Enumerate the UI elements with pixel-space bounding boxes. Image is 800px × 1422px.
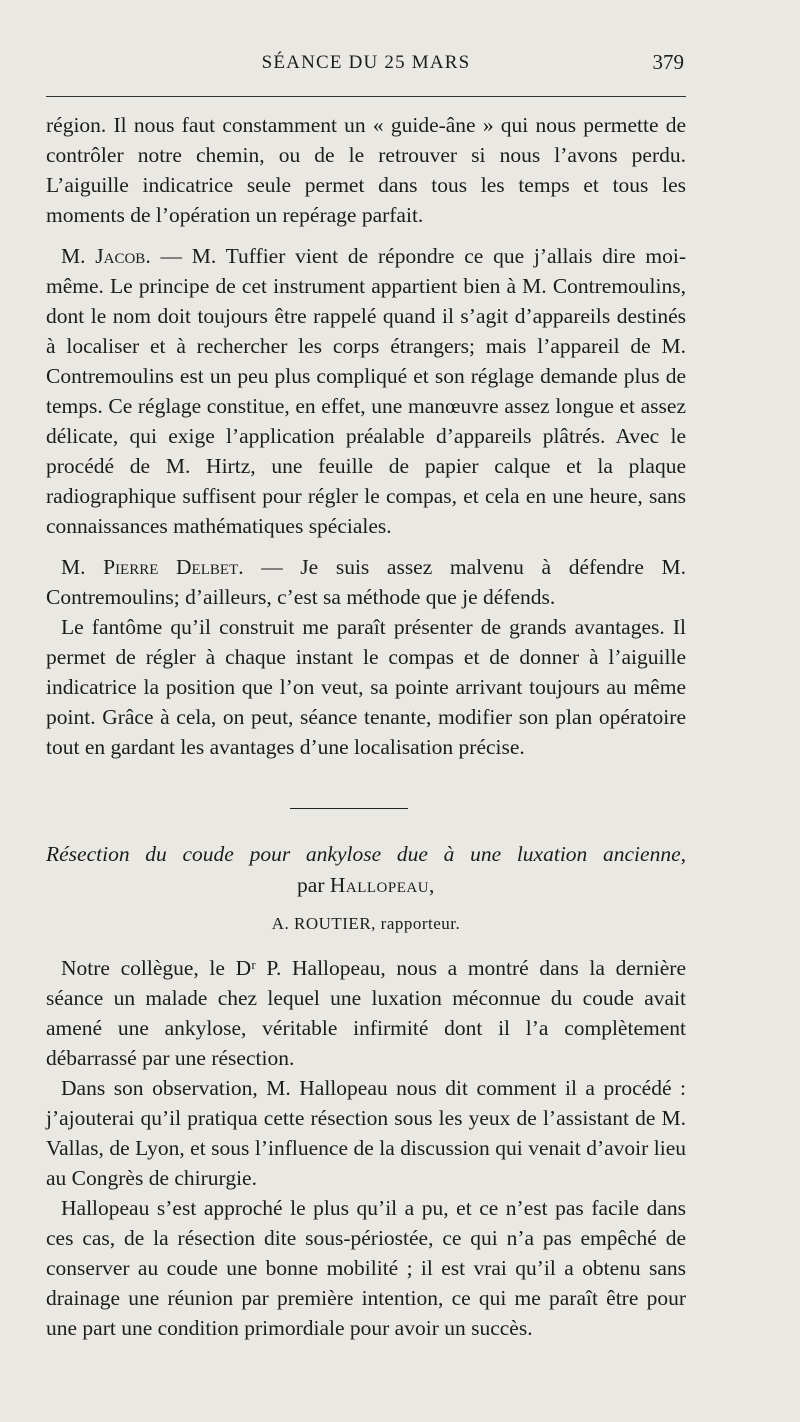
page-number: 379 — [652, 50, 684, 74]
byline-prefix: par — [297, 873, 330, 897]
page-header — [46, 50, 686, 82]
paragraph-delbet-continued: Le fantôme qu’il construit me paraît présenter de grands avantages. Il permet de régler à chaque instant le compas et de donner à l’aiguille indicatrice la position que l’on veut, sa pointe arrivant toujours au même point. Grâce à cela, on peut, séance tenante, modifier son plan opératoire tout en gardant les avantages d’une localisation précise. — [46, 615, 686, 759]
rapporteur-line: A. ROUTIER, rapporteur. — [271, 914, 461, 933]
paragraph-continued: région. Il nous faut constamment un « guide-âne » qui nous permette de contrôler notre chemin, ou de le retrouver si nous l’avons perdu. L’aiguille indicatrice seule permet dans tous les temps et tous les moments de l’opération un repérage parfait. — [46, 113, 686, 227]
running-title: SÉANCE DU 25 MARS — [261, 52, 471, 73]
body-text-top — [46, 110, 686, 762]
section-separator — [290, 808, 408, 809]
body-text-bottom — [46, 953, 686, 1343]
speaker-name: M. Jacob. — [61, 244, 151, 268]
paragraph-delbet — [46, 552, 686, 612]
header-rule — [46, 96, 686, 97]
speech-text: — M. Tuffier vient de répondre ce que j’allais dire moi-même. Le principe de cet instrument appartient bien à M. Contremoulins, dont le nom doit toujours être rappelé quand il s’agit d’appareils destinés à localiser et à rechercher les corps étrangers; mais l’appareil de M. Contremoulins est un peu plus compliqué et son réglage demande plus de temps. Ce réglage constitue, en effet, une manœuvre assez longue et assez délicate, qui exige l’application préalable d’appareils plâtrés. Avec le procédé de M. Hirtz, une feuille de papier calque et la plaque radiographique suffisent pour régler le compas, et cela en une heure, sans connaissances mathématiques spéciales. — [46, 244, 686, 538]
speech-text: — Je suis assez malvenu à défendre M. Contremoulins; d’ailleurs, c’est sa méthode que je défends. — [46, 555, 686, 609]
paragraph-jacob — [46, 241, 686, 541]
paragraph: Hallopeau s’est approché le plus qu’il a pu, et ce n’est pas facile dans ces cas, de la résection dite sous-périostée, ce qui n’a pas empêché de conserver au coude une bonne mobilité ; il est vrai qu’il a obtenu sans drainage une réunion par première intention, ce qui me paraît être pour une part une condition primordiale pour avoir un succès. — [46, 1196, 686, 1340]
paragraph: Notre collègue, le Dʳ P. Hallopeau, nous a montré dans la dernière séance un malade chez lequel une luxation méconnue du coude avait amené une ankylose, véritable infirmité dont il l’a complètement débarrassé par une résection. — [46, 956, 686, 1070]
speaker-name: M. Pierre Delbet. — [61, 555, 244, 579]
section-title: Résection du coude pour ankylose due à une luxation ancienne, — [46, 842, 686, 866]
author-byline — [46, 873, 686, 898]
paragraph: Dans son observation, M. Hallopeau nous dit comment il a procédé : j’ajouterai qu’il pratiqua cette résection sous les yeux de l’assistant de M. Vallas, de Lyon, et sous l’influence de la discussion qui venait d’avoir lieu au Congrès de chirurgie. — [46, 1076, 686, 1190]
author-name: Hallopeau, — [329, 873, 435, 897]
